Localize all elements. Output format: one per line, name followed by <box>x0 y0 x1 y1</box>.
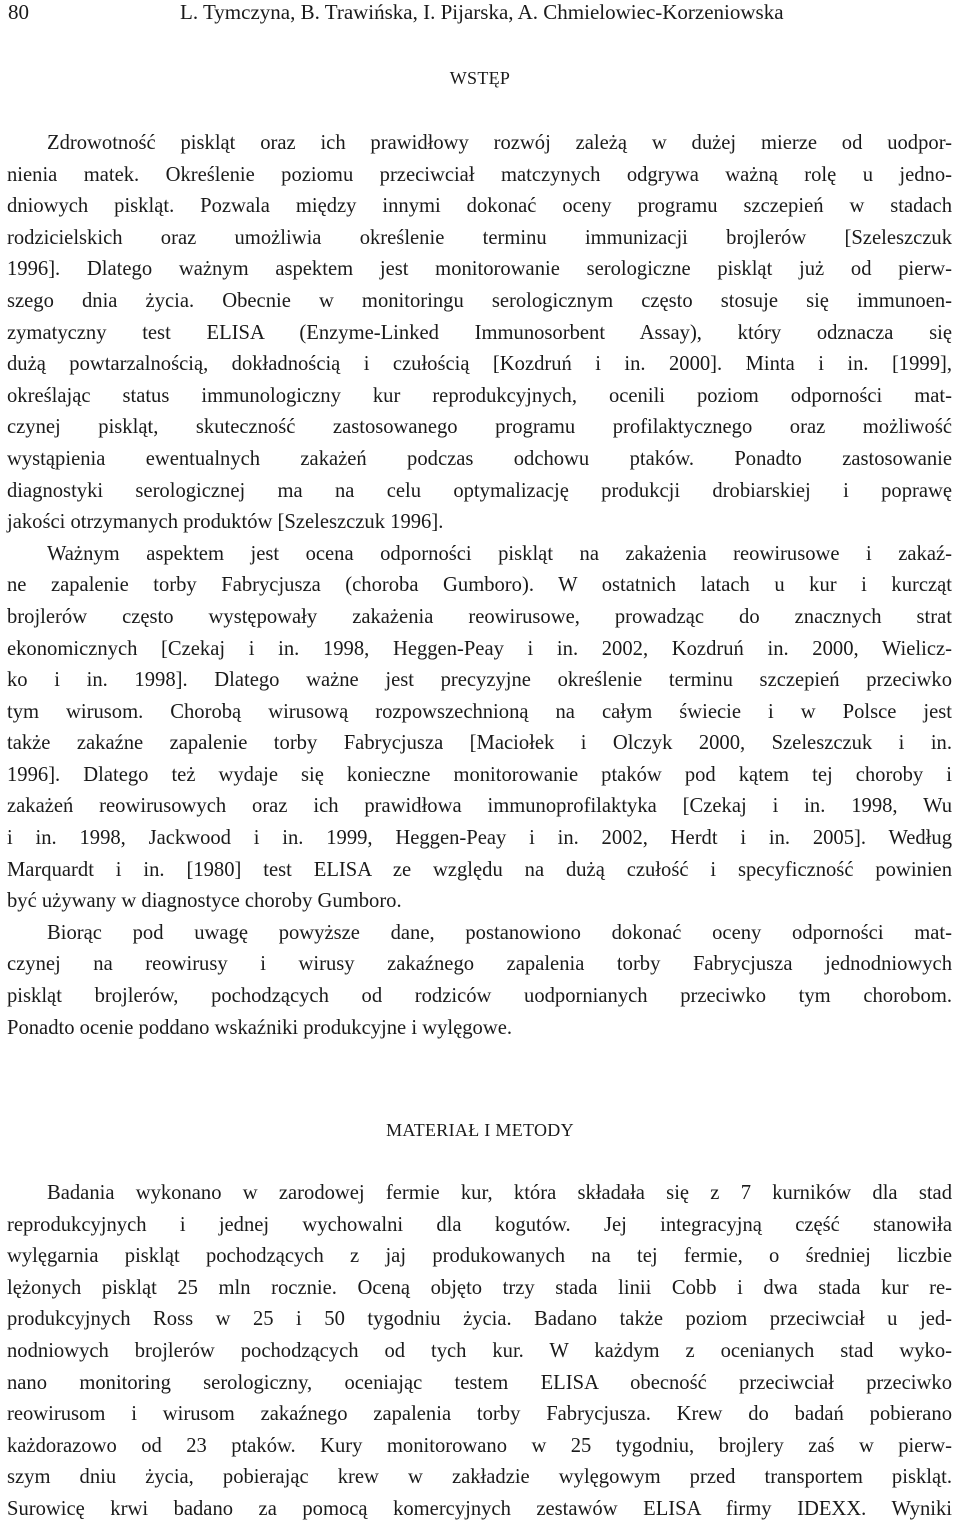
text-line: nano monitoring serologiczny, oceniając testem ELISA obecność przeciwciał przeciwko <box>7 1371 952 1394</box>
text-line: każdorazowo od 23 ptaków. Kury monitorowano w 25 tygodniu, brojlery zaś w pierw- <box>7 1434 952 1457</box>
running-head-authors: L. Tymczyna, B. Trawińska, I. Pijarska, A. Chmielowiec-Korzeniowska <box>180 0 784 24</box>
text-line: lężonych piskląt 25 mln rocznie. Oceną objęto trzy stada linii Cobb i dwa stada kur re- <box>7 1276 952 1299</box>
text-line: i in. 1998, Jackwood i in. 1999, Heggen-Peay i in. 2002, Herdt i in. 2005]. Według <box>7 827 952 850</box>
text-line: ekonomicznych [Czekaj i in. 1998, Heggen-Peay i in. 2002, Kozdruń in. 2000, Wielicz- <box>7 637 952 660</box>
section-heading-methods: MATERIAŁ I METODY <box>386 1120 574 1140</box>
text-line: diagnostyki serologicznej ma na celu optymalizację produkcji drobiarskiej i poprawę <box>7 479 952 502</box>
text-line: nodniowych brojlerów pochodzących od tych kur. W każdym z ocenianych stad wyko- <box>7 1339 952 1362</box>
text-line: Badania wykonano w zarodowej fermie kur, która składała się z 7 kurników dla stad <box>47 1182 952 1204</box>
text-line: Ponadto ocenie poddano wskaźniki produkcyjne i wylęgowe. <box>7 1016 512 1039</box>
text-line: reprodukcyjnych i jednej wychowalni dla kogutów. Jej integracyjną część stanowiła <box>7 1213 952 1236</box>
text-line: ko i in. 1998]. Dlatego ważne jest precyzyjne określenie terminu szczepień przeciwko <box>7 669 952 692</box>
text-line: Marquardt i in. [1980] test ELISA ze względu na dużą czułość i specyficzność powinien <box>7 858 952 881</box>
text-line: jakości otrzymanych produktów [Szeleszczuk 1996]. <box>7 511 444 534</box>
section-heading-introduction: WSTĘP <box>449 68 511 88</box>
text-line: ne zapalenie torby Fabrycjusza (choroba Gumboro). W ostatnich latach u kur i kurcząt <box>7 574 952 597</box>
text-line: określając status immunologiczny kur reprodukcyjnych, ocenili poziom odporności mat- <box>7 384 952 407</box>
text-line: Ważnym aspektem jest ocena odporności piskląt na zakażenia reowirusowe i zakaź- <box>47 542 952 565</box>
text-line: rodzicielskich oraz umożliwia określenie terminu immunizacji brojlerów [Szeleszczuk <box>7 226 952 249</box>
introduction-body <box>7 128 952 1044</box>
text-line: szym dniu życia, pobierając krew w zakładzie wylęgowym przed transportem piskląt. <box>7 1466 952 1489</box>
text-line: brojlerów często występowały zakażenia reowirusowe, prowadząc do znacznych strat <box>7 605 952 628</box>
methods-body <box>7 1178 952 1526</box>
text-line: dużą powtarzalnością, dokładnością i czułością [Kozdruń i in. 2000]. Minta i in. [1999], <box>7 353 952 376</box>
text-line: 1996]. Dlatego też wydaje się konieczne monitorowanie ptaków pod kątem tej choroby i <box>7 763 952 786</box>
text-line: dniowych piskląt. Pozwala między innymi dokonać oceny programu szczepień w stadach <box>7 195 952 218</box>
text-line: wystąpienia ewentualnych zakażeń podczas odchowu ptaków. Ponadto zastosowanie <box>7 447 952 470</box>
text-line: reowirusom i wirusom zakaźnego zapalenia torby Fabrycjusza. Krew do badań pobierano <box>7 1403 952 1426</box>
text-line: szego dnia życia. Obecnie w monitoringu serologicznym często stosuje się immunoen- <box>7 289 952 312</box>
page-header <box>4 0 944 34</box>
text-line: tym wirusom. Chorobą wirusową rozpowszechnioną na całym świecie i w Polsce jest <box>7 700 952 723</box>
text-line: także zakaźne zapalenie torby Fabrycjusza [Maciołek i Olczyk 2000, Szeleszczuk i in. <box>7 732 952 755</box>
text-line: czynej piskląt, skuteczność zastosowanego programu profilaktycznego oraz możliwość <box>7 416 952 439</box>
text-line: Zdrowotność piskląt oraz ich prawidłowy rozwój zależą w dużej mierze od uodpor- <box>47 132 952 154</box>
text-line: produkcyjnych Ross w 25 i 50 tygodniu życia. Badano także poziom przeciwciał u jed- <box>7 1308 952 1331</box>
text-line: Surowicę krwi badano za pomocą komercyjnych zestawów ELISA firmy IDEXX. Wyniki <box>7 1497 952 1520</box>
text-line: nienia matek. Określenie poziomu przeciwciał matczynych odgrywa ważną rolę u jedno- <box>7 163 952 186</box>
text-line: być używany w diagnostyce choroby Gumboro. <box>7 890 402 913</box>
text-line: czynej na reowirusy i wirusy zakaźnego zapalenia torby Fabrycjusza jednodniowych <box>7 953 952 976</box>
text-line: zakażeń reowirusowych oraz ich prawidłowa immunoprofilaktyka [Czekaj i in. 1998, Wu <box>7 795 952 818</box>
text-line: piskląt brojlerów, pochodzących od rodziców uodpornianych przeciwko tym chorobom. <box>7 985 952 1008</box>
text-line: Biorąc pod uwagę powyższe dane, postanowiono dokonać oceny odporności mat- <box>47 921 952 944</box>
text-line: wylęgarnia piskląt pochodzących z jaj produkowanych na tej fermie, o średniej liczbie <box>7 1245 952 1268</box>
page-number: 80 <box>8 0 29 24</box>
text-line: 1996]. Dlatego ważnym aspektem jest monitorowanie serologiczne piskląt już od pierw- <box>7 258 952 281</box>
text-line: zymatyczny test ELISA (Enzyme-Linked Immunosorbent Assay), który odznacza się <box>7 321 952 344</box>
